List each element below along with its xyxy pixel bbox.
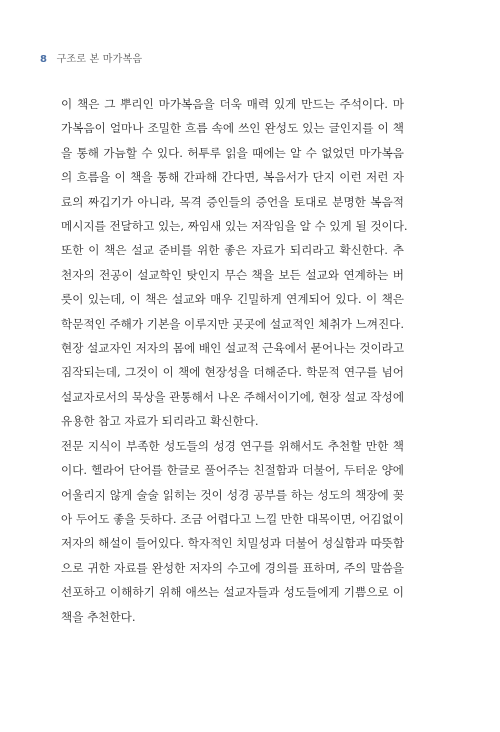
- text-line: 아 두어도 좋을 듯하다. 조금 어렵다고 느낄 만한 대목이면, 어김없이: [61, 511, 404, 526]
- paragraph: [48, 238, 404, 433]
- text-line: 책을 추천한다.: [61, 609, 136, 624]
- running-header: [40, 50, 142, 65]
- text-line: 가복음이 얼마나 조밀한 흐름 속에 쓰인 완성도 있는 글인지를 이 책: [61, 121, 404, 136]
- text-line: 유용한 참고 자료가 되리라고 확신한다.: [61, 414, 259, 429]
- body-text: [48, 92, 408, 629]
- text-line: 릇이 있는데, 이 책은 설교와 매우 긴밀하게 연계되어 있다. 이 책은: [61, 292, 404, 307]
- text-line: 설교자로서의 묵상을 관통해서 나온 주해서이기에, 현장 설교 작성에: [61, 389, 405, 404]
- page-number: 8: [40, 54, 48, 65]
- text-line: 이 책은 그 뿌리인 마가복음을 더욱 매력 있게 만드는 주석이다. 마: [61, 97, 404, 111]
- text-line: 의 흐름을 이 책을 통해 간파해 간다면, 복음서가 단지 이런 저런 자: [61, 170, 404, 185]
- text-line: 천자의 전공이 설교학인 탓인지 무슨 책을 보든 설교와 연계하는 버: [61, 267, 404, 282]
- text-line: 으로 귀한 자료를 완성한 저자의 수고에 경의를 표하며, 주의 말씀을: [61, 560, 404, 575]
- text-line: 현장 설교자인 저자의 몸에 배인 설교적 근육에서 묻어나는 것이라고: [61, 341, 405, 356]
- paragraph: [48, 434, 404, 629]
- text-line: 이다. 헬라어 단어를 한글로 풀어주는 친절함과 더불어, 두터운 양에: [61, 463, 404, 478]
- text-line: 어울리지 않게 술술 읽히는 것이 성경 공부를 하는 성도의 책장에 꽂: [61, 487, 404, 502]
- text-line: 료의 짜깁기가 아니라, 목격 증인들의 증언을 토대로 분명한 복음적: [61, 194, 404, 209]
- text-line: 또한 이 책은 설교 준비를 위한 좋은 자료가 되리라고 확신한다. 추: [61, 243, 404, 258]
- text-line: 메시지를 전달하고 있는, 짜임새 있는 저작임을 알 수 있게 될 것이다.: [61, 219, 408, 234]
- text-line: 학문적인 주해가 기본을 이루지만 곳곳에 설교적인 체취가 느껴진다.: [61, 316, 405, 331]
- paragraph: [48, 92, 408, 238]
- text-line: 선포하고 이해하기 위해 애쓰는 설교자들과 성도들에게 기쁨으로 이: [61, 585, 404, 600]
- text-line: 전문 지식이 부족한 성도들의 성경 연구를 위해서도 추천할 만한 책: [61, 438, 404, 453]
- text-line: 을 통해 가늠할 수 있다. 허투루 읽을 때에는 알 수 없었던 마가복음: [61, 145, 404, 160]
- book-title: 구조로 본 마가복음: [56, 54, 143, 65]
- text-line: 짐작되는데, 그것이 이 책에 현장성을 더해준다. 학문적 연구를 넘어: [61, 365, 404, 380]
- text-line: 저자의 해설이 들어있다. 학자적인 치밀성과 더불어 성실함과 따뜻함: [61, 536, 405, 551]
